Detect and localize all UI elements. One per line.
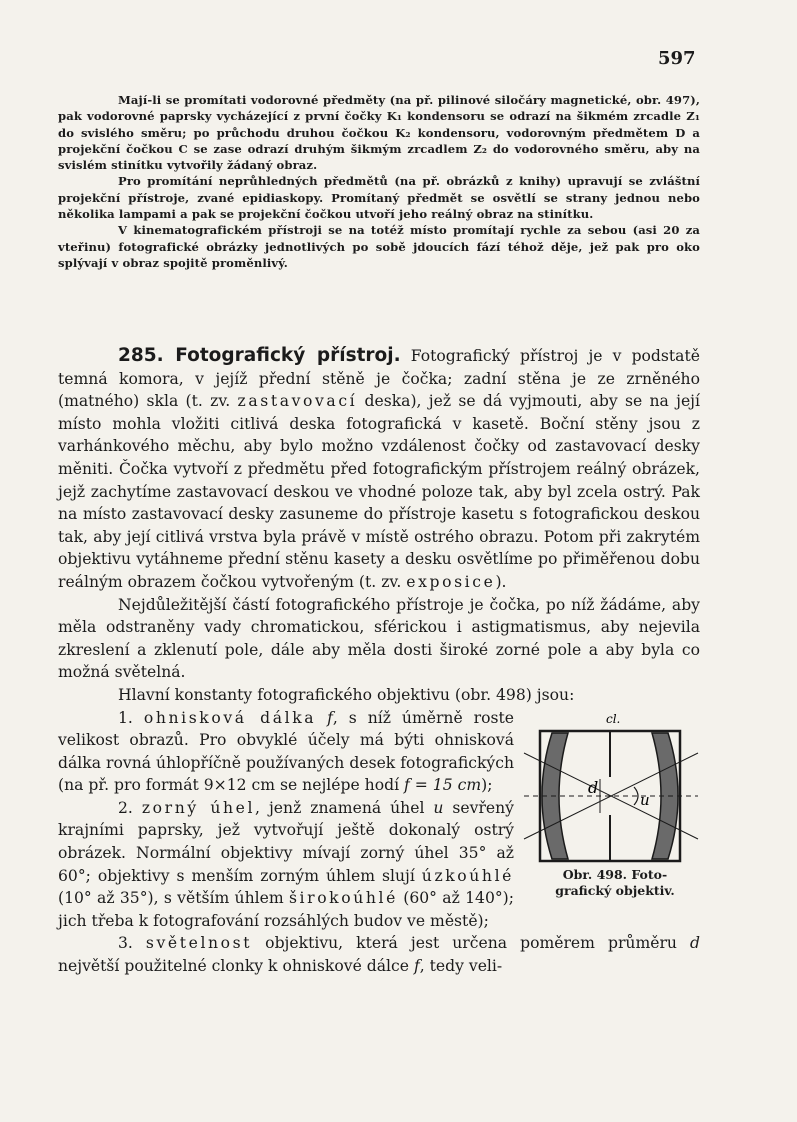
label-cl: cl. — [606, 712, 621, 726]
section-285 — [58, 345, 700, 978]
page-number: 597 — [658, 48, 696, 69]
label-u: u — [640, 790, 650, 809]
rear-lens-element — [652, 733, 678, 859]
section-heading: 285. Fotografický přístroj. — [118, 345, 401, 366]
figure-caption: Obr. 498. Foto- grafický objektiv. — [555, 866, 675, 898]
label-d: d — [588, 777, 599, 797]
figure-498 — [522, 713, 700, 911]
section-paragraph-2: Nejdůležitější částí fotografického přístroje je čočka, po níž žádáme, aby měla odstraněny vady chromatickou, sférickou i astigmatismus, aby nejevila zkreslení a zklenutí pole, dále aby měla dosti široké zorné pole a aby byla co možná světelná. — [58, 595, 700, 682]
small-paragraph-epidiascope: Pro promítání neprůhledných předmětů (na př. obrázků z knihy) upravují se zvláštní projekční přístroje, zvané epidiaskopy. Promítaný předmět se osvětlí se strany jednou nebo několika lampami a pak se projekční čočkou utvoří jeho reálný obraz na stinítku. — [58, 174, 700, 222]
list-item-speed: 3. světelnost objektivu, která jest určena poměrem průměru d největší použitelné clonky k ohniskové dálce f, tedy veli- — [58, 934, 700, 976]
section-paragraph-1: 285. Fotografický přístroj. Fotografický přístroj je v podstatě temná komora, v jejíž přední stěně je čočka; zadní stěna je ze zrněného (matného) skla (t. zv. zastavovací deska), jež se dá vyjmouti, aby se na její místo mohla vložiti citlivá deska fotografická v kasetě. Boční stěny jsou z varhánkového měchu, aby bylo možno vzdálenost čočky od zastavovací desky měniti. Čočka vytvoří z předmětu před fotografickým přístrojem reálný obrázek, jejž zachytíme zastavovací deskou ve vhodné poloze tak, aby byl zcela ostrý. Pak na místo zastavovací desky zasuneme do přístroje kasetu s fotografickou deskou tak, aby její citlivá vrstva byla právě v místě ostrého obrazu. Potom při zakrytém objektivu vytáhneme přední stěnu kasety a desku osvětlíme po přiměřenou dobu reálným obrazem čočkou vytvořeným (t. zv. exposice). — [58, 345, 700, 591]
small-print-block — [58, 92, 700, 271]
small-paragraph-projection: Mají-li se promítati vodorovné předměty (na př. pilinové siločáry magnetické, obr. 497), pak vodorovné paprsky vycházející z první čočky K₁ kondensoru se odrazí na šikmém zrcadle Z₁ do svislého směru; po průchodu druhou čočkou K₂ kondensoru, vodorovným předmětem D a projekční čočkou C se zase odrazí druhým šikmým zrcadlem Z₂ do vodorovného směru, aby na svislém stinítku vytvořily žádaný obraz. — [58, 93, 700, 173]
small-paragraph-cinematograph: V kinematografickém přístroji se na totéž místo promítají rychle za sebou (asi 20 za vteřinu) fotografické obrázky jednotlivých po sobě jdoucích fází téhož děje, jež pak pro oko splývají v obraz spojitě proměnlivý. — [58, 223, 700, 270]
section-paragraph-3: Hlavní konstanty fotografického objektivu (obr. 498) jsou: — [118, 685, 575, 704]
list-item-field-angle: 2. zorný úhel, jenž znamená úhel u sevřený krajními paprsky, jež vytvořují ještě dokonalý ostrý obrázek. Normální objektivy mívají zorný úhel 35° až 60°; objektivy s menším zorným úhlem slují úzkoúhlé (10° až 35°), s větším úhlem širokoúhlé (60° až 140°); jich třeba k fotografování rozsáhlých budov ve městě); — [58, 798, 514, 930]
list-item-focal-length: 1. ohnisková dálka f, s níž úměrně roste velikost obrazů. Pro obvyklé účely má býti ohnisková dálka rovná úhlopříčně používaných desek fotografických (na př. pro formát 9×12 cm se nejlépe hodí f = 15 cm); — [58, 708, 514, 795]
